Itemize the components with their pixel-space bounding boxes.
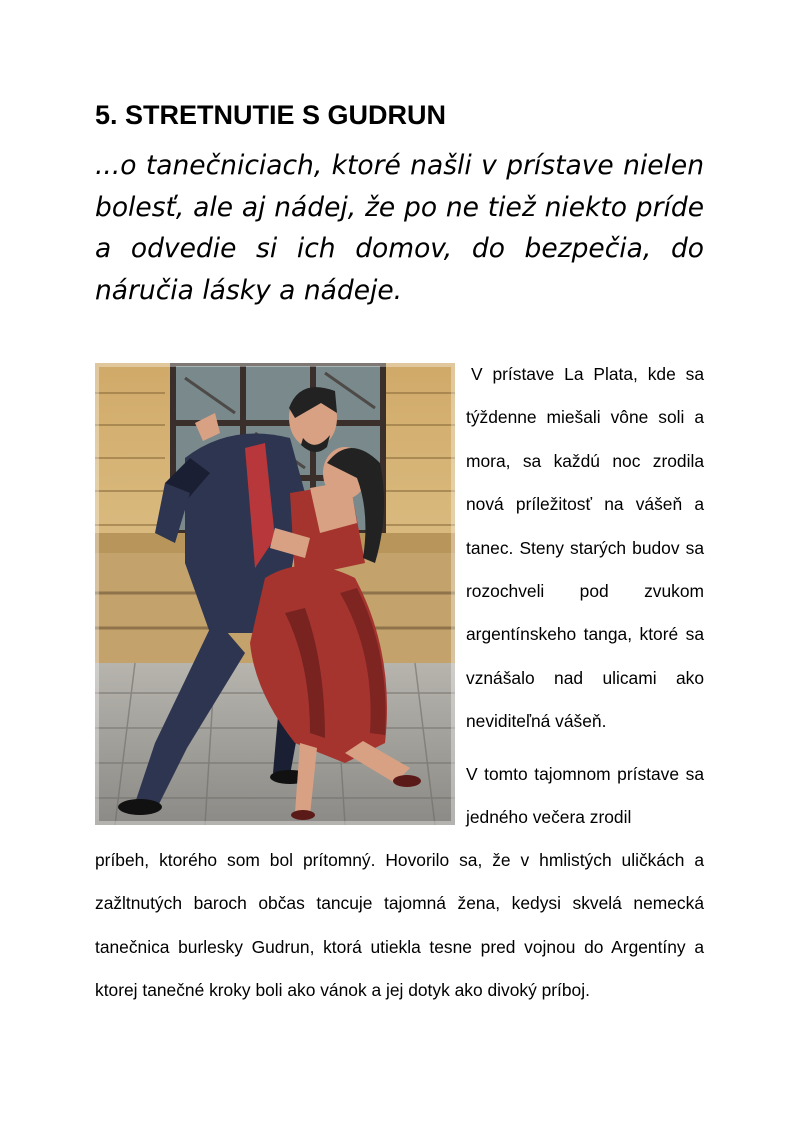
paragraph-mysterious-port-continued: príbeh, ktorého som bol prítomný. Hovorilo sa, že v hmlistých uličkách a zažltnutých baroch občas tancuje tajomná žena, kedysi skvelá nemecká tanečnica burlesky Gudrun, ktorá utiekla tesne pred vojnou do Argentíny a ktorej tanečné kroky boli ako vánok a jej dotyk ako divoký príboj. <box>95 850 704 1001</box>
paragraph-mysterious-port-start: V tomto tajomnom prístave sa jedného večera zrodil <box>466 764 704 828</box>
paragraph-la-plata: V prístave La Plata, kde sa týždenne miešali vône soli a mora, sa každú noc zrodila nová príležitosť na vášeň a tanec. Steny starých budov sa rozochveli pod zvukom argentínskeho tanga, ktoré sa vznášalo nad ulicami ako neviditeľná vášeň. <box>466 364 704 732</box>
chapter-heading: 5. STRETNUTIE S GUDRUN <box>95 100 447 130</box>
chapter-subtitle: ...o tanečniciach, ktoré našli v prístave nielen bolesť, ale aj nádej, že po ne tiež niekto príde a odvedie si ich domov, do bezpečia, do náručia lásky a nádeje. <box>95 150 704 306</box>
tango-dancers-image <box>95 363 455 825</box>
